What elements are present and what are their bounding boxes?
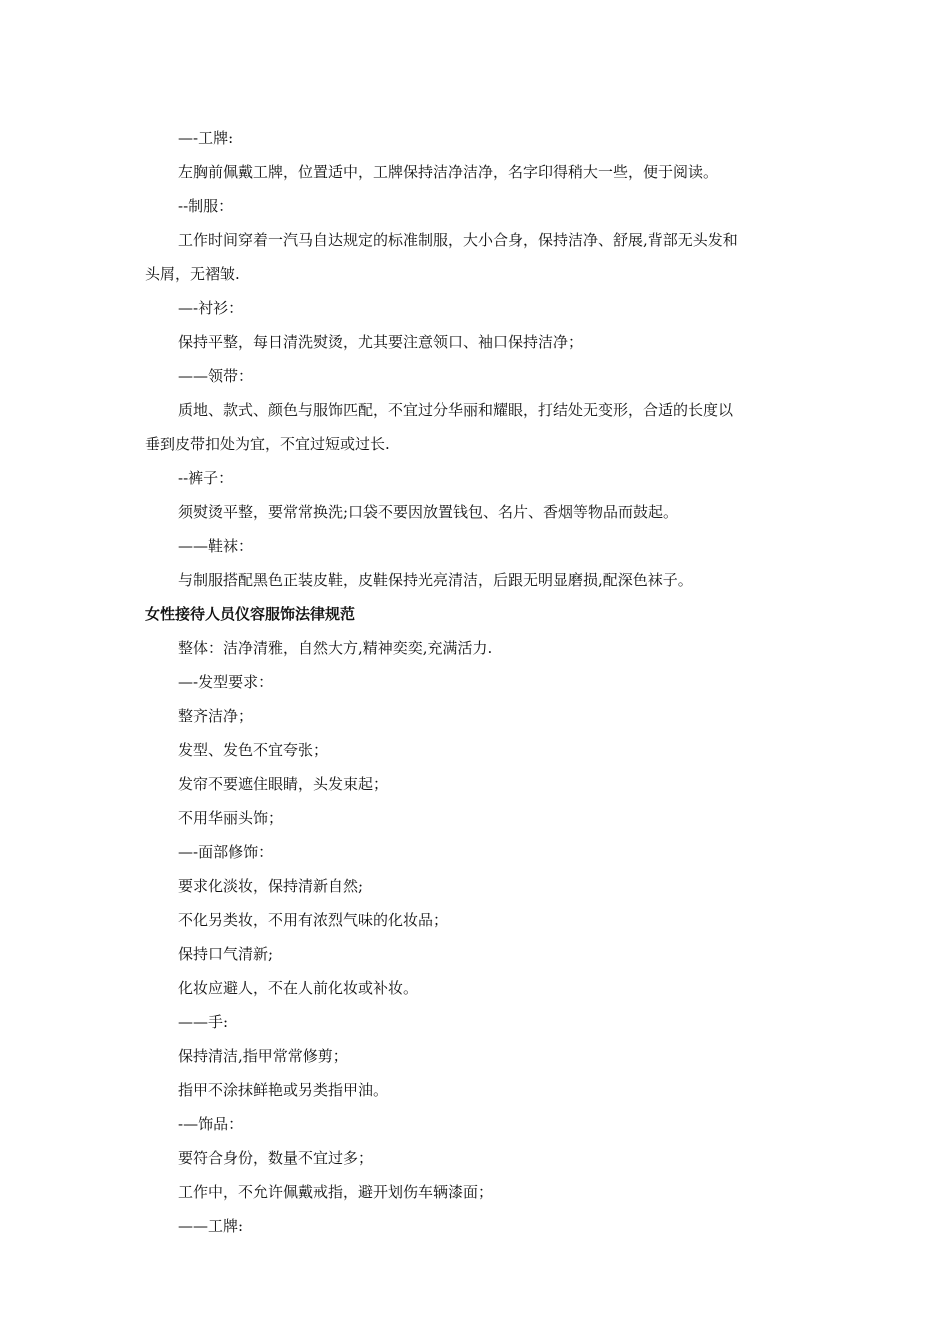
text-line: 不用华丽头饰；	[178, 809, 284, 827]
text-line: 保持平整，每日清洗熨烫，尤其要注意领口、袖口保持洁净；	[178, 333, 584, 351]
text-line: 指甲不涂抹鲜艳或另类指甲油。	[178, 1081, 389, 1099]
text-line: 质地、款式、颜色与服饰匹配，不宜过分华丽和耀眼，打结处无变形，合适的长度以	[178, 401, 734, 419]
text-line: 发型、发色不宜夸张；	[178, 741, 329, 759]
text-line: 要求化淡妆，保持清新自然;	[178, 877, 364, 895]
text-line: —-发型要求：	[178, 673, 274, 691]
text-line: 不化另类妆，不用有浓烈气味的化妆品；	[178, 911, 449, 929]
text-line: 垂到皮带扣处为宜，不宜过短或过长.	[145, 435, 390, 453]
text-line: 左胸前佩戴工牌，位置适中，工牌保持洁净洁净，名字印得稍大一些，便于阅读。	[178, 163, 719, 181]
text-line: 化妆应避人，不在人前化妆或补妆。	[178, 979, 419, 997]
text-line: -—饰品：	[178, 1115, 244, 1133]
text-line: —-面部修饰：	[178, 843, 274, 861]
text-line: --制服：	[178, 197, 234, 215]
text-line: 保持口气清新;	[178, 945, 274, 963]
text-line: —-工牌:	[178, 129, 234, 147]
text-line: ——领带：	[178, 367, 254, 385]
text-line: --裤子：	[178, 469, 234, 487]
text-line: 要符合身份，数量不宜过多；	[178, 1149, 374, 1167]
section-heading: 女性接待人员仪容服饰法律规范	[145, 605, 356, 623]
text-line: 整体：洁净清雅，自然大方,精神奕奕,充满活力.	[178, 639, 493, 657]
text-line: —-衬衫：	[178, 299, 244, 317]
text-line: 发帘不要遮住眼睛，头发束起；	[178, 775, 389, 793]
text-line: ——手:	[178, 1013, 229, 1031]
text-line: 工作中，不允许佩戴戒指，避开划伤车辆漆面；	[178, 1183, 494, 1201]
text-line: ——工牌:	[178, 1217, 244, 1235]
text-line: 须熨烫平整，要常常换洗;口袋不要因放置钱包、名片、香烟等物品而鼓起。	[178, 503, 679, 521]
text-line: 工作时间穿着一汽马自达规定的标准制服，大小合身，保持洁净、舒展,背部无头发和	[178, 231, 738, 249]
document-body	[145, 121, 810, 1243]
text-line: 保持清洁,指甲常常修剪；	[178, 1047, 348, 1065]
text-line: 头屑，无褶皱.	[145, 265, 240, 283]
text-line: 整齐洁净；	[178, 707, 254, 725]
text-line: 与制服搭配黑色正装皮鞋，皮鞋保持光亮清洁，后跟无明显磨损,配深色袜子。	[178, 571, 693, 589]
text-line: ——鞋袜：	[178, 537, 254, 555]
